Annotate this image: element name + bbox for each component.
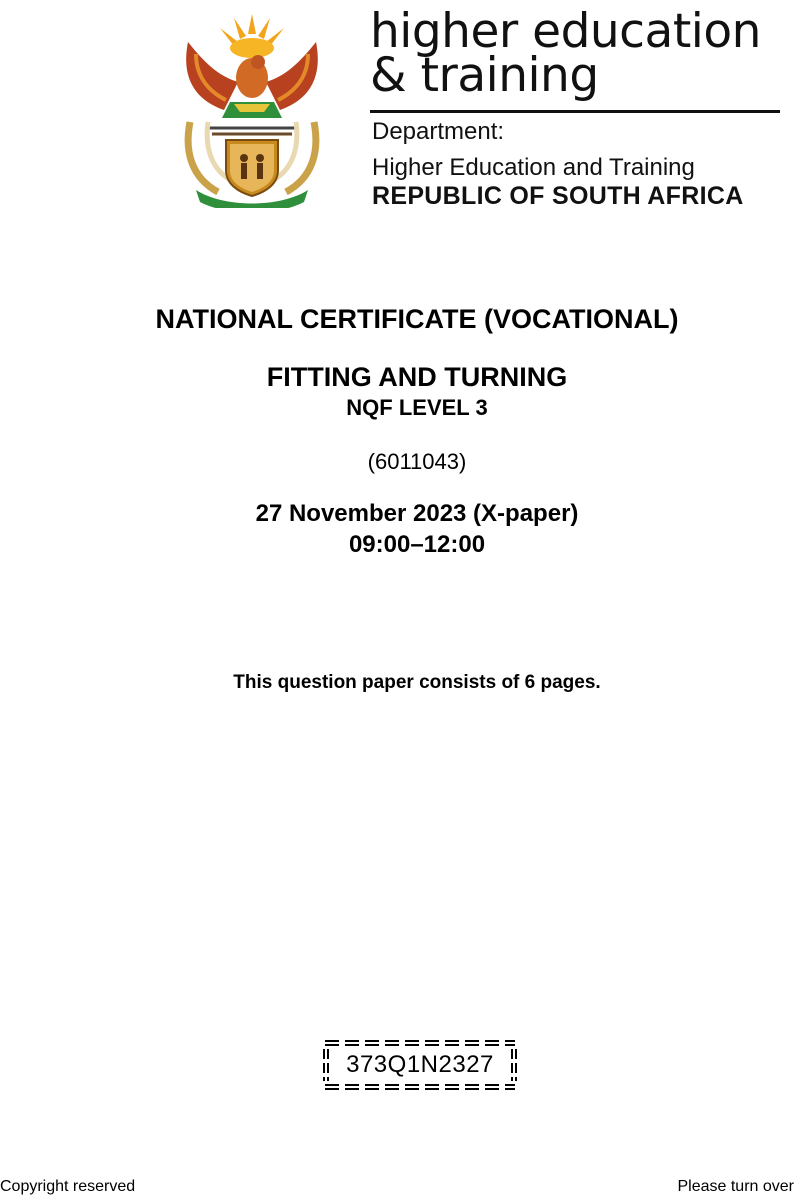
exam-date: 27 November 2023 (X-paper) [255,500,579,527]
brand-line-1: higher education [370,4,761,59]
department-label: Department: [372,118,505,145]
copyright-notice: Copyright reserved [0,1178,136,1195]
pages-note: This question paper consists of 6 pages. [233,672,601,693]
country-name: REPUBLIC OF SOUTH AFRICA [372,182,744,210]
department-name: Higher Education and Training [372,154,695,181]
brand-divider [370,110,780,113]
paper-code: (6011043) [367,449,467,474]
nqf-level: NQF LEVEL 3 [346,395,488,420]
subject-title: FITTING AND TURNING [266,362,568,392]
paper-id-box [321,1037,519,1093]
exam-time: 09:00–12:00 [348,531,486,558]
turn-over-notice: Please turn over [677,1178,794,1195]
brand-line-2: & training [370,48,599,103]
paper-id: 373Q1N2327 [346,1051,494,1078]
certificate-title: NATIONAL CERTIFICATE (VOCATIONAL) [155,304,679,334]
coat-of-arms-icon [168,12,336,208]
department-header [370,4,790,210]
